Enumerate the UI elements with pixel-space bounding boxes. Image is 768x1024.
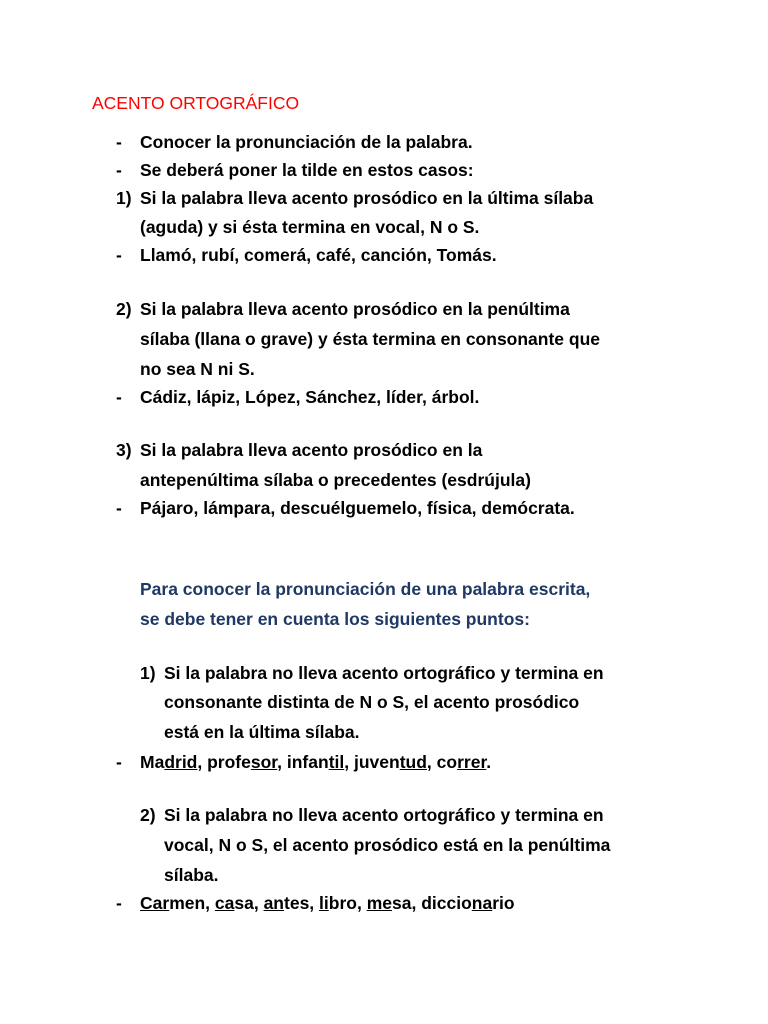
rule-text: Si la palabra lleva acento prosódico en la última sílaba <box>140 188 594 208</box>
point-number: 1) <box>140 663 156 683</box>
example-word: infantil, <box>286 752 354 772</box>
example-word: profesor, <box>207 752 287 772</box>
stressed-syllable: rrer <box>457 752 487 772</box>
example-word: casa, <box>214 893 264 913</box>
dash-marker: - <box>116 245 122 265</box>
rule-number: 3) <box>116 440 132 460</box>
rule-text: Si la palabra lleva acento prosódico en la <box>140 440 483 460</box>
stressed-syllable: Car <box>140 893 170 913</box>
point-text: sílaba. <box>164 865 219 885</box>
stressed-syllable: me <box>366 893 392 913</box>
dash-marker: - <box>116 387 122 407</box>
rule-text: (aguda) y si ésta termina en vocal, N o S. <box>140 217 480 237</box>
dash-marker: - <box>116 752 122 772</box>
bullet-text: Conocer la pronunciación de la palabra. <box>140 132 473 152</box>
stressed-syllable: sor <box>250 752 278 772</box>
rule-text: Si la palabra lleva acento prosódico en la penúltima <box>140 299 570 319</box>
point-text: vocal, N o S, el acento prosódico está en la penúltima <box>164 835 611 855</box>
example-word: Carmen, <box>140 893 215 913</box>
point-text: consonante distinta de N o S, el acento prosódico <box>164 692 580 712</box>
document-title: ACENTO ORTOGRÁFICO <box>92 93 300 113</box>
stressed-syllable: drid <box>164 752 198 772</box>
example-word: correr. <box>436 752 492 772</box>
example-word: juventud, <box>353 752 437 772</box>
rule-text: antepenúltima sílaba o precedentes (esdrújula) <box>140 470 531 490</box>
dash-marker: - <box>116 132 122 152</box>
bullet-text: Se deberá poner la tilde en estos casos: <box>140 160 474 180</box>
example-word: antes, <box>263 893 320 913</box>
intro-text: Para conocer la pronunciación de una palabra escrita, <box>140 579 591 599</box>
example-text: Llamó, rubí, comerá, café, canción, Tomás. <box>140 245 497 265</box>
point-text: Si la palabra no lleva acento ortográfico y termina en <box>164 663 604 683</box>
example-word: Madrid, <box>140 752 208 772</box>
stressed-syllable: tud <box>399 752 427 772</box>
rule-text: sílaba (llana o grave) y ésta termina en consonante que <box>140 329 601 349</box>
example-word: mesa, <box>366 893 422 913</box>
stressed-syllable: til <box>328 752 345 772</box>
example-text: Cádiz, lápiz, López, Sánchez, líder, árbol. <box>140 387 480 407</box>
dash-marker: - <box>116 893 122 913</box>
stressed-syllable: li <box>319 893 329 913</box>
rule-number: 2) <box>116 299 132 319</box>
rule-number: 1) <box>116 188 132 208</box>
example-text: Pájaro, lámpara, descuélguemelo, física, demócrata. <box>140 498 575 518</box>
stressed-syllable: na <box>471 893 493 913</box>
point-text: Si la palabra no lleva acento ortográfico y termina en <box>164 805 604 825</box>
dash-marker: - <box>116 160 122 180</box>
example-underlined <box>140 751 491 773</box>
point-text: está en la última sílaba. <box>164 722 360 742</box>
intro-text: se debe tener en cuenta los siguientes puntos: <box>140 609 530 629</box>
stressed-syllable: ca <box>214 893 235 913</box>
example-word: diccionario <box>421 893 515 913</box>
example-underlined <box>140 892 515 914</box>
stressed-syllable: an <box>263 893 285 913</box>
example-word: libro, <box>319 893 367 913</box>
dash-marker: - <box>116 498 122 518</box>
rule-text: no sea N ni S. <box>140 359 255 379</box>
point-number: 2) <box>140 805 156 825</box>
